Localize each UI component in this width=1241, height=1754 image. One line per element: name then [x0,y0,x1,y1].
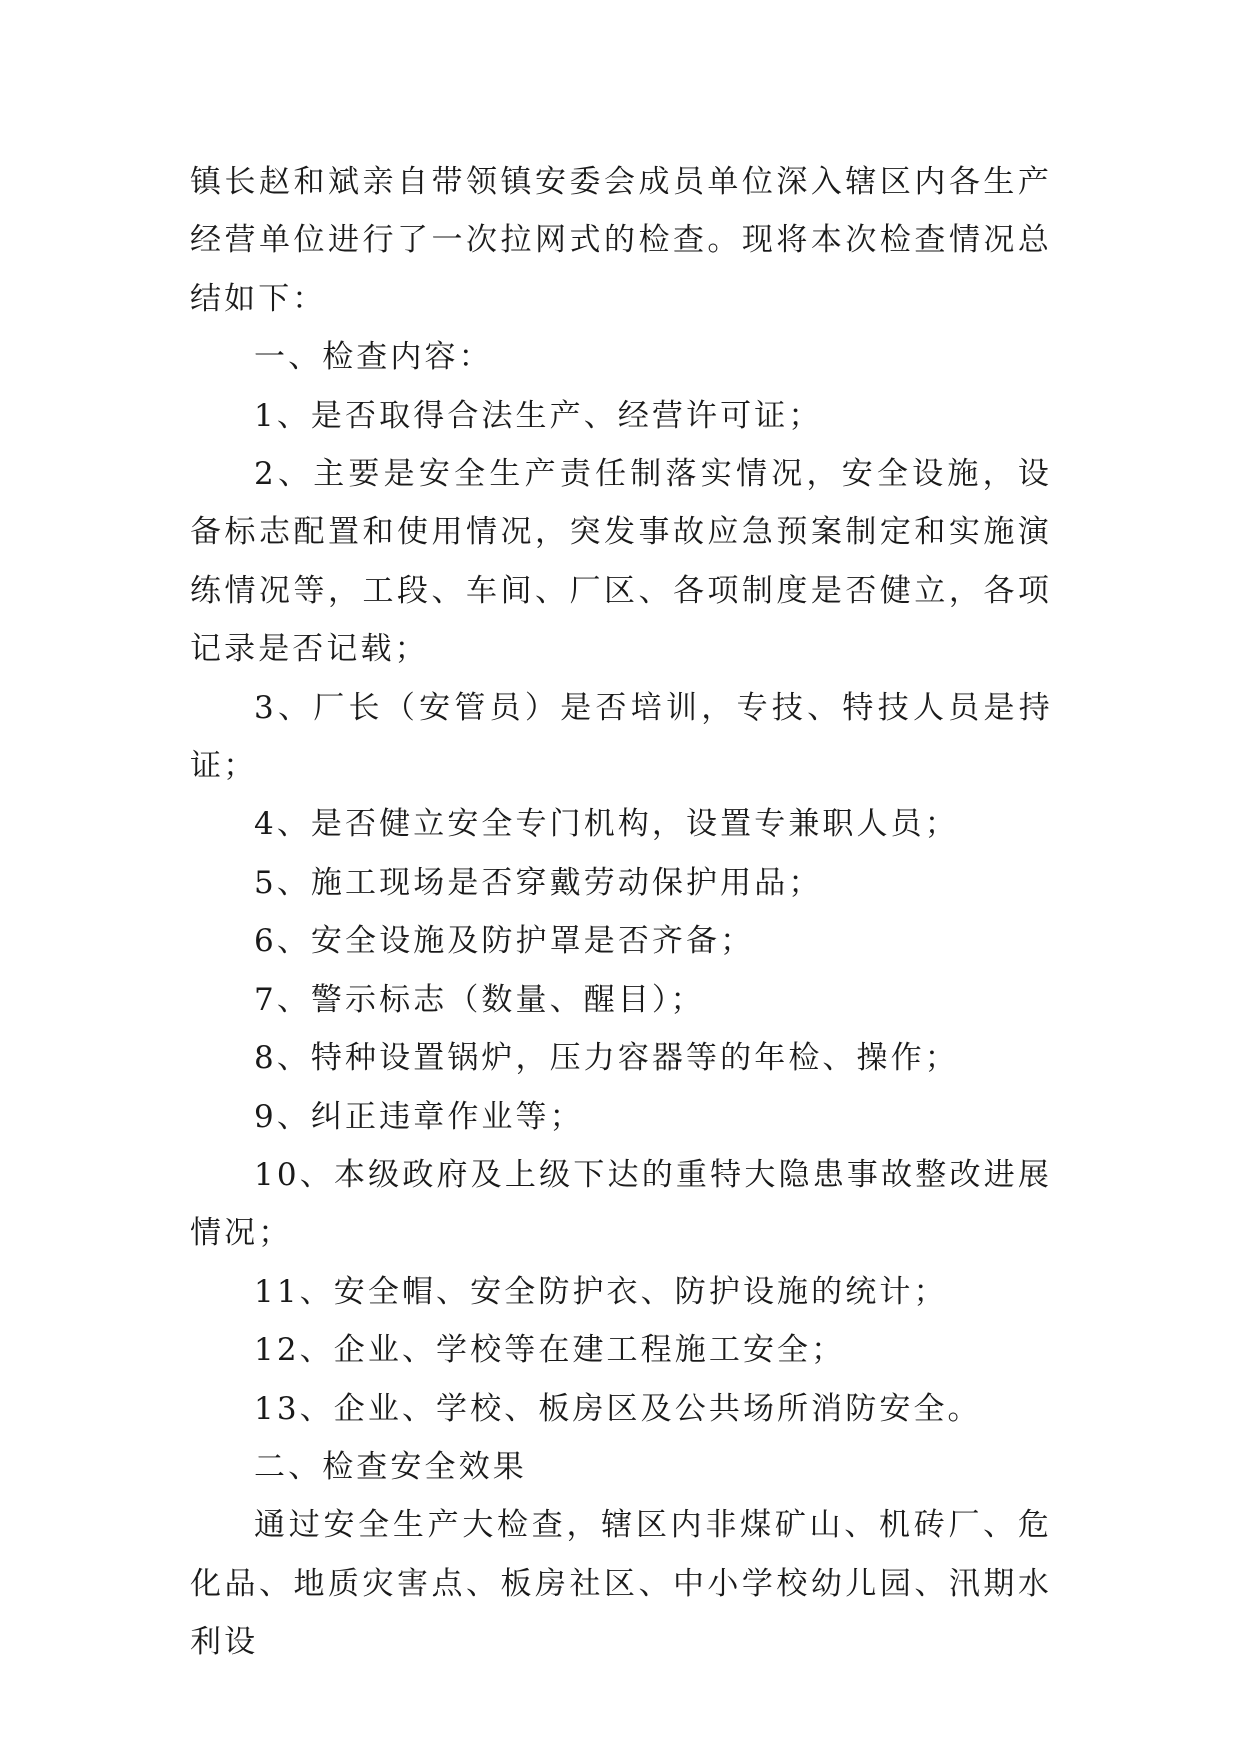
list-item-6: 6、安全设施及防护罩是否齐备； [254,923,755,960]
list-item-12: 12、企业、学校等在建工程施工安全； [254,1332,846,1369]
list-item-9: 9、纠正违章作业等； [254,1098,584,1135]
paragraph-intro: 镇长赵和斌亲自带领镇安委会成员单位深入辖区内各生产经营单位进行了一次拉网式的检查。现将本次检查情况总结如下： [190,164,1052,317]
list-item-1: 1、是否取得合法生产、经营许可证； [254,397,823,434]
list-item-3: 3、厂长（安管员）是否培训，专技、特技人员是持证； [190,689,1052,785]
list-item-8: 8、特种设置锅炉，压力容器等的年检、操作； [254,1040,959,1077]
document-body [190,153,1052,1672]
list-item-7: 7、警示标志（数量、醒目）； [254,981,705,1018]
list-item-5: 5、施工现场是否穿戴劳动保护用品； [254,864,823,901]
list-item-11: 11、安全帽、安全防护衣、防护设施的统计； [254,1273,948,1310]
paragraph-results: 通过安全生产大检查，辖区内非煤矿山、机砖厂、危化品、地质灾害点、板房社区、中小学校幼儿园、汛期水利设 [190,1507,1052,1661]
list-item-2: 2、主要是安全生产责任制落实情况，安全设施，设备标志配置和使用情况，突发事故应急预案制定和实施演练情况等，工段、车间、厂区、各项制度是否健立，各项记录是否记载； [190,456,1052,668]
list-item-10: 10、本级政府及上级下达的重特大隐患事故整改进展情况； [190,1156,1052,1252]
section-heading-inspection-content: 一、检查内容： [254,339,493,376]
section-heading-inspection-results: 二、检查安全效果 [254,1448,527,1485]
list-item-13: 13、企业、学校、板房区及公共场所消防安全。 [254,1390,982,1427]
list-item-4: 4、是否健立安全专门机构，设置专兼职人员； [254,806,959,843]
